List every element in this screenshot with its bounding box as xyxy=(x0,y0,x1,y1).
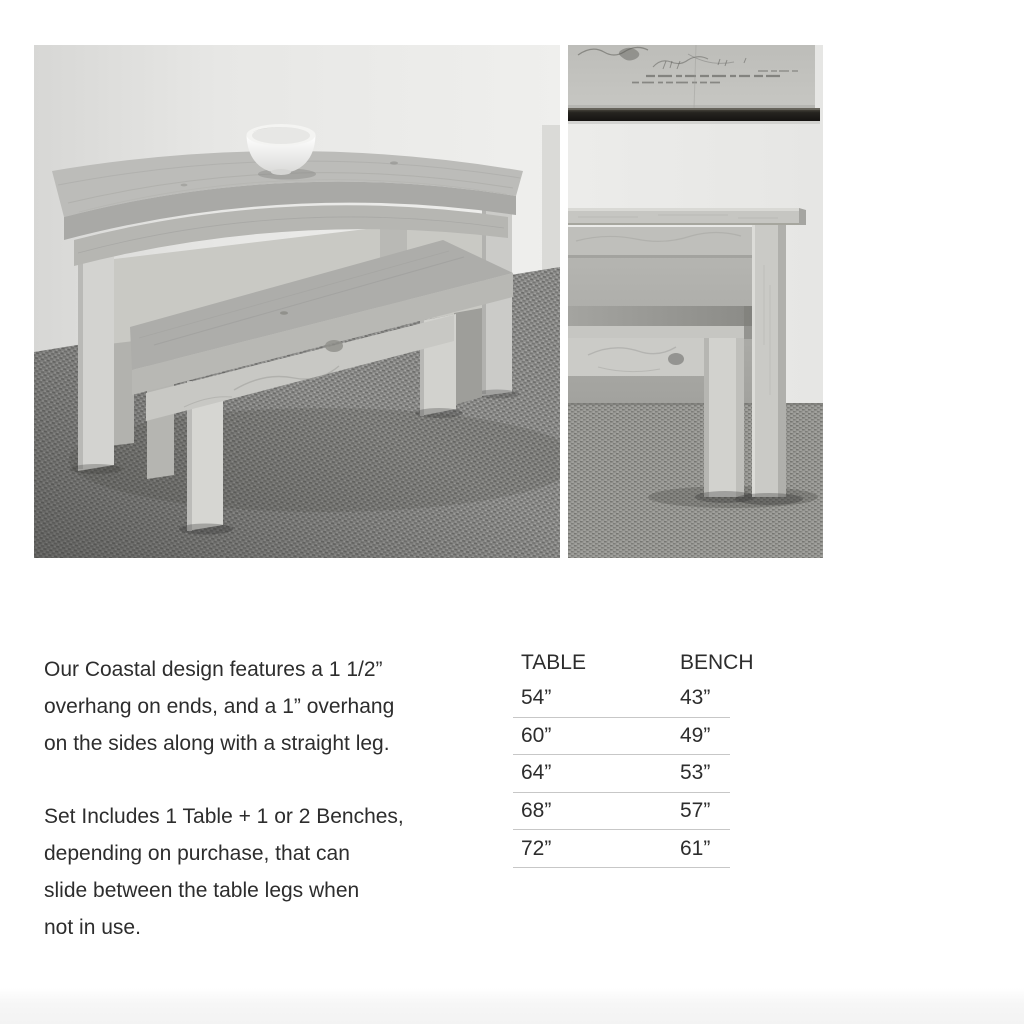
size-row xyxy=(513,755,730,793)
table-size-cell: 64” xyxy=(521,761,552,785)
description-paragraph-1 xyxy=(44,651,514,762)
text-line: Set Includes 1 Table + 1 or 2 Benches, xyxy=(44,805,404,828)
bench-size-cell: 49” xyxy=(680,723,711,747)
text-line: overhang on ends, and a 1” overhang xyxy=(44,695,395,718)
text-line: not in use. xyxy=(44,916,141,939)
size-row xyxy=(513,793,730,831)
table-size-cell: 54” xyxy=(521,686,552,710)
table-size-cell: 60” xyxy=(521,723,552,747)
description-paragraph-2 xyxy=(44,798,514,946)
text-line: slide between the table legs when xyxy=(44,879,360,902)
page-bottom-strip xyxy=(0,988,1024,1024)
text-line: depending on purchase, that can xyxy=(44,842,350,865)
bench-size-cell: 43” xyxy=(680,686,711,710)
product-photo-main xyxy=(34,45,560,558)
product-description xyxy=(44,651,514,946)
text-line: on the sides along with a straight leg. xyxy=(44,732,390,755)
size-row xyxy=(513,718,730,756)
detail-photo-graphic xyxy=(568,45,823,558)
product-photo-detail xyxy=(568,45,823,558)
table-size-cell: 68” xyxy=(521,799,552,823)
size-row xyxy=(513,680,730,718)
table-column-header: TABLE xyxy=(521,651,586,674)
wall-art-poster xyxy=(568,45,820,124)
bench-size-cell: 53” xyxy=(680,761,711,785)
text-line: Our Coastal design features a 1 1/2” xyxy=(44,658,383,681)
main-photo-graphic xyxy=(34,45,560,558)
size-table-header-row xyxy=(513,646,754,680)
size-table xyxy=(513,646,754,868)
bench-size-cell: 61” xyxy=(680,836,711,860)
bench-size-cell: 57” xyxy=(680,799,711,823)
bench-column-header: BENCH xyxy=(680,651,754,674)
size-row xyxy=(513,830,730,868)
table-size-cell: 72” xyxy=(521,836,552,860)
